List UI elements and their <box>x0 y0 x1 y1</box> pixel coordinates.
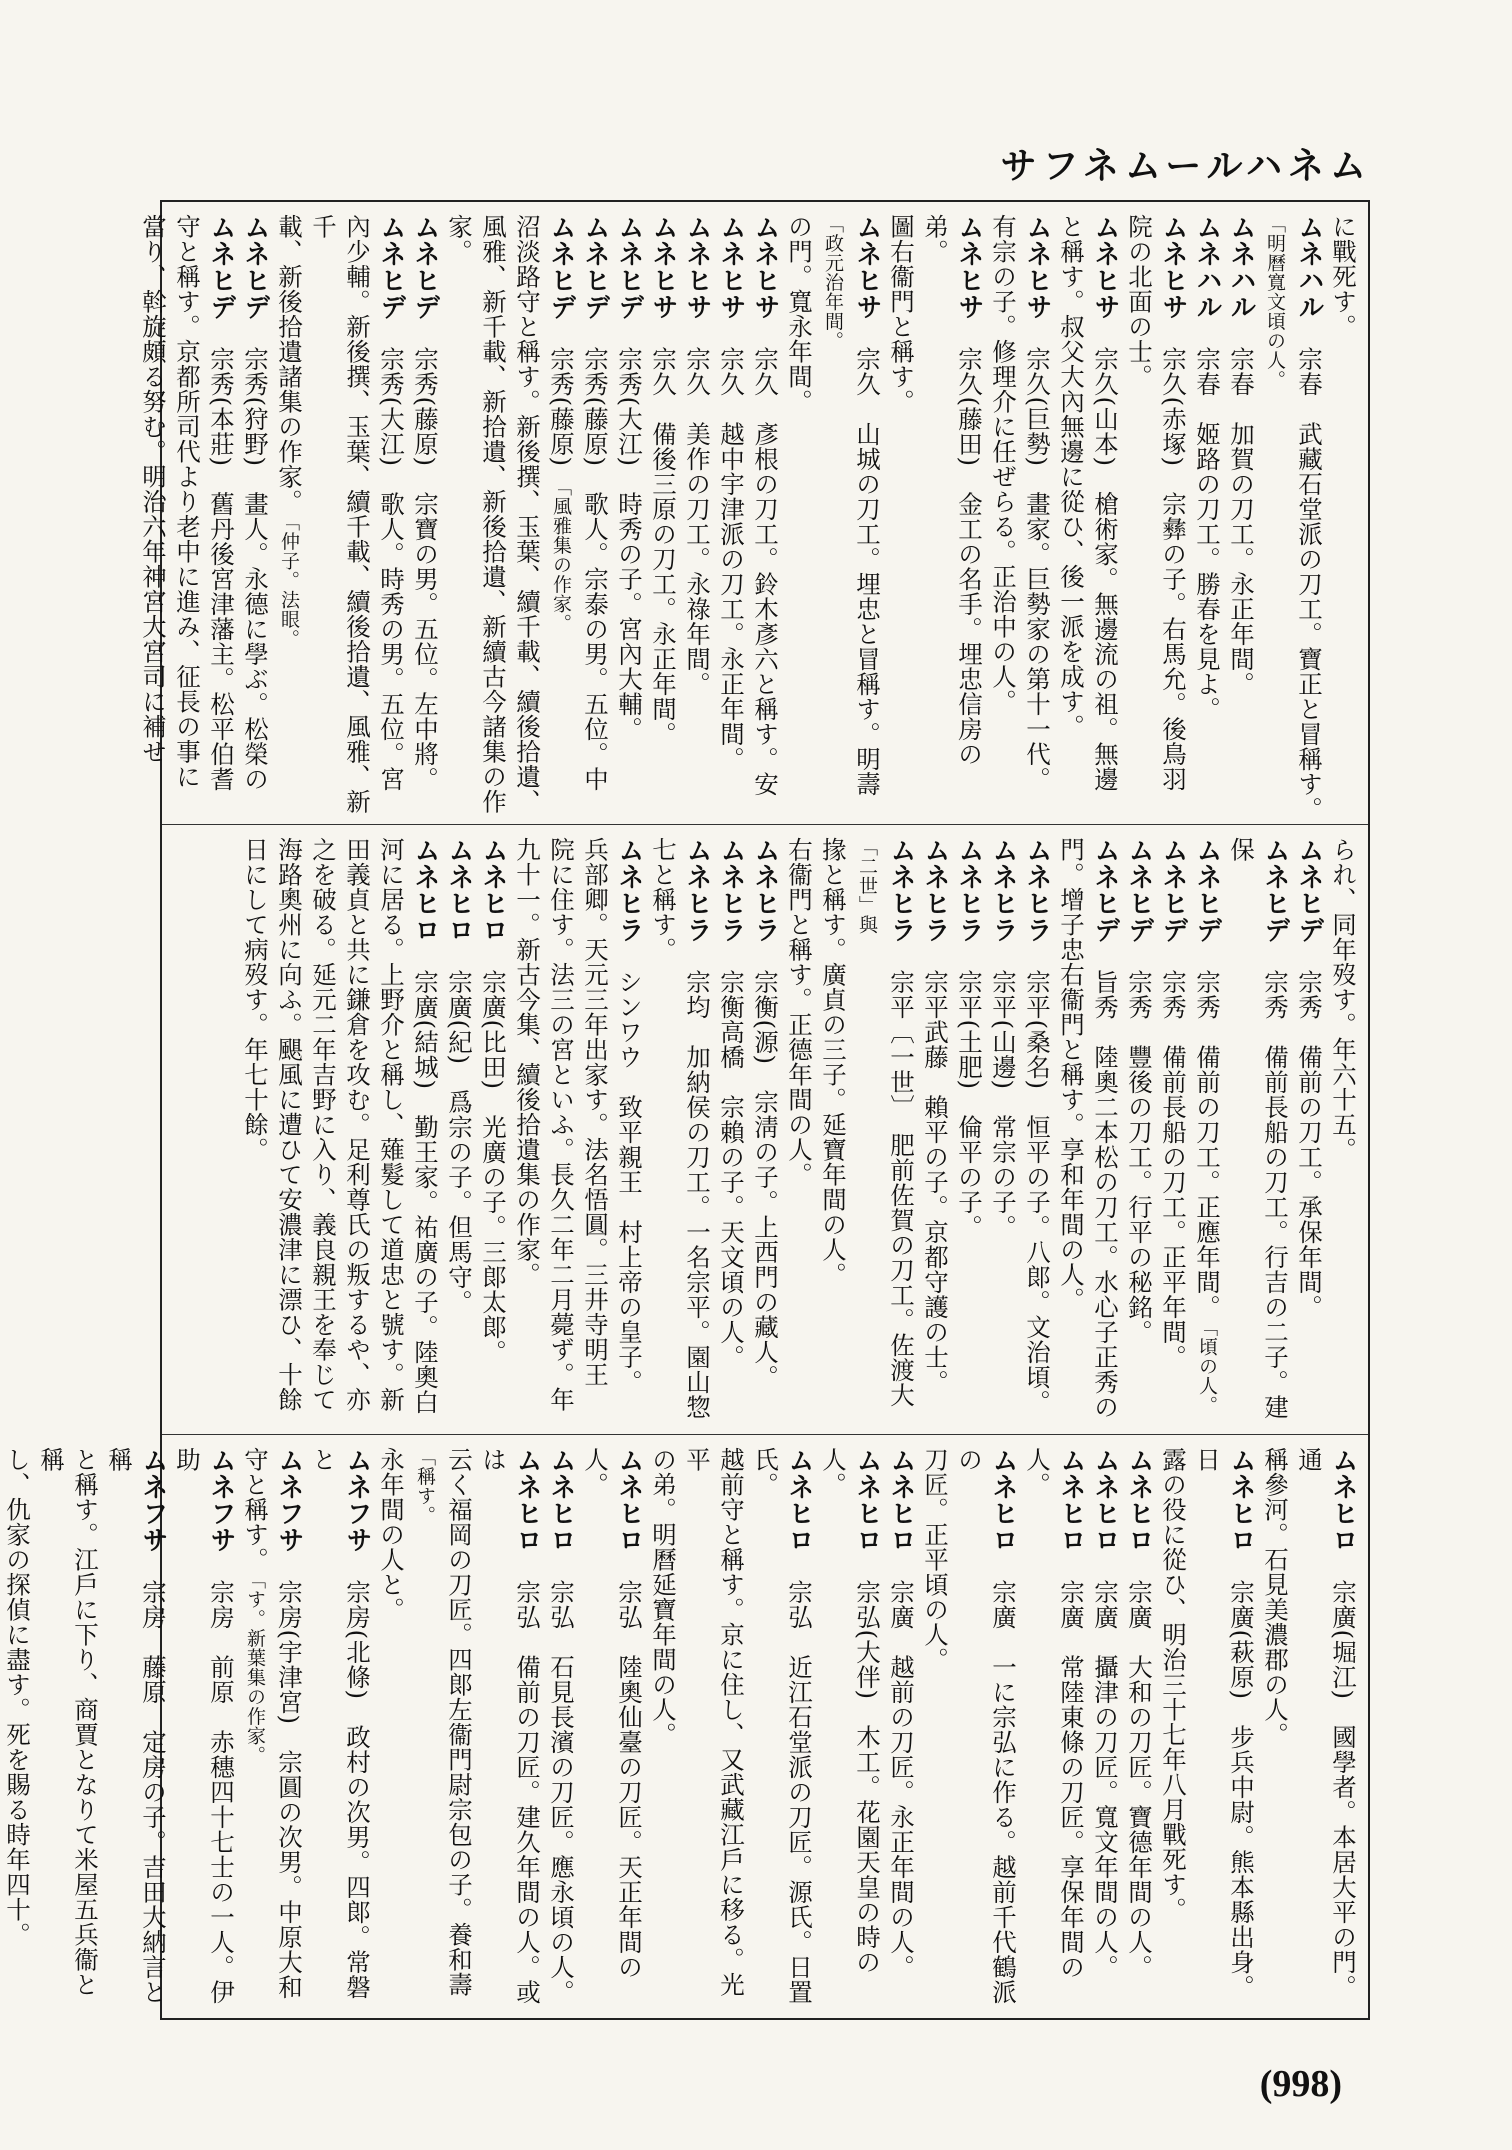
entry-text: 宗秀(大江) 時秀の子。宮內大輔。 <box>615 346 644 742</box>
entry-line <box>408 214 442 814</box>
entry-headword: ムネヒラ <box>988 837 1018 970</box>
entry-text: 宗久 備後三原の刀工。永正年間。 <box>649 346 678 747</box>
entry-text: 海路奧州に向ふ。颶風に遭ひて安濃津に漂ひ、十餘 <box>275 837 304 1412</box>
entry-headword: ムネヒラ <box>614 837 644 970</box>
entry-text: の門。寬永年間。 <box>785 214 814 414</box>
entry-text: 宗廣 一に宗弘に作る。越前千代鶴派の <box>955 1447 1018 2005</box>
entry-text: 宗秀(藤原) 歌人。宗泰の男。五位。中 <box>581 346 610 792</box>
entry-text: 九十一。新古今集、續後拾遺集の作家。 <box>513 837 542 1287</box>
entry-text: 兵部卿。天元三年出家す。法名悟圓。三井寺明王 <box>581 837 610 1387</box>
entry-headword: ムネヒサ <box>750 214 780 347</box>
entry-line <box>238 214 272 814</box>
entry-line <box>1020 214 1054 814</box>
entry-headword: ムネヒサ <box>852 214 882 347</box>
entry-line <box>170 214 204 814</box>
entry-line <box>578 1447 646 2010</box>
entry-line <box>272 1447 306 2010</box>
entry-text: と稱す。江戶に下り、商賈となりて米屋五兵衞と稱 <box>37 1447 100 1997</box>
entry-line <box>170 1447 238 2010</box>
entry-line <box>646 1447 680 2010</box>
entry-line <box>476 214 510 814</box>
tier-columns <box>136 214 1360 829</box>
entry-line <box>1224 214 1258 814</box>
entry-headword: ムネヒデ <box>1124 837 1154 970</box>
entry-text: 載、新後拾遺諸集の作家。 <box>275 214 304 502</box>
entry-line <box>374 1447 408 2010</box>
entry-text: 日にして病歿す。年七十餘。 <box>241 837 270 1162</box>
entry-text: 宗秀 備前長船の刀工。正平年間。 <box>1159 969 1188 1370</box>
entry-line <box>578 837 612 1424</box>
entry-text: 守と稱す。 <box>241 1447 270 1560</box>
entry-line <box>952 1447 1020 2010</box>
entry-line <box>1258 214 1326 829</box>
entry-headword: ムネヒラ <box>682 837 712 970</box>
entry-line <box>918 1447 952 2010</box>
entry-line <box>816 214 884 814</box>
entry-line <box>612 837 646 1424</box>
entry-text: 宗久 彥根の刀工。鈴木彥六と稱す。安 <box>751 346 780 797</box>
entry-text: 稱參河。石見美濃郡の人。 <box>1261 1447 1290 1747</box>
entry-text: 有宗の子。修理介に任ぜらる。正治中の人。 <box>989 214 1018 714</box>
entry-line <box>714 837 748 1424</box>
entry-line <box>782 214 816 814</box>
entry-text: 七と稱す。 <box>649 837 678 962</box>
entry-text: 刀匠。正平頃の人。 <box>921 1447 950 1672</box>
entry-text: 宗弘 石見長濱の刀匠。應永頃の人。 <box>547 1579 576 2005</box>
entry-line <box>306 1447 374 2010</box>
entry-line <box>1020 1447 1088 2010</box>
entry-text: 圖右衞門と稱す。 <box>887 214 916 414</box>
entry-line <box>1326 837 1360 1424</box>
entry-text: 越前守と稱す。京に住し、又武藏江戶に移る。光平 <box>683 1447 746 1997</box>
entry-headword: ムネハル <box>1192 214 1222 347</box>
entry-line <box>1156 1447 1190 2010</box>
entry-text: 門。增子忠右衞門と稱す。享和年間の人。 <box>1057 837 1086 1312</box>
entry-line <box>612 214 646 814</box>
entry-line <box>34 1447 102 2010</box>
entry-headword: ムネヒラ <box>920 837 950 970</box>
entry-line <box>1054 837 1088 1424</box>
entry-text: 宗廣(比田) 光廣の子。三郞太郞。 <box>479 969 508 1365</box>
entry-line <box>510 214 544 814</box>
entry-text: 宗平武藤 賴平の子。京都守護の士。 <box>921 969 950 1395</box>
entry-line <box>136 214 170 814</box>
entry-line <box>408 1447 476 2017</box>
entry-headword: ムネヒロ <box>988 1447 1018 1580</box>
entry-headword: ムネフサ <box>206 1447 236 1580</box>
entry-text: 宗久 山城の刀工。埋忠と冒稱す。明壽 <box>853 346 882 797</box>
tier-middle <box>162 824 1368 1434</box>
entry-line <box>1020 837 1054 1424</box>
entry-line <box>374 214 408 814</box>
entry-text: 宗平(桑名) 恒平の子。八郞。文治頃。 <box>1023 969 1052 1415</box>
entry-line <box>714 214 748 814</box>
entry-headword: ムネヒロ <box>444 837 474 970</box>
entry-text: 宗久(赤塚) 宗彝の子。右馬允。後鳥羽 <box>1159 346 1188 792</box>
entry-continuation-note: 「風雅集の作家。 <box>550 466 572 633</box>
entry-headword: ムネヒサ <box>1022 214 1052 347</box>
entry-line <box>476 837 510 1424</box>
entry-line <box>782 837 816 1424</box>
entry-text: 沼淡路守と稱す。新後撰、玉葉、續千載、續後拾遺、 <box>513 214 542 814</box>
entry-text: 宗房 前原 赤穗四十七士の一人。伊助 <box>173 1447 236 2005</box>
entry-text: 宗久 越中宇津派の刀工。永正年間。 <box>717 346 746 772</box>
entry-text: 宗秀(本莊) 舊丹後宮津藩主。松平伯耆 <box>207 346 236 792</box>
entry-text: 宗均 加納侯の刀工。一名宗平。園山惣 <box>683 969 712 1420</box>
entry-text: 風雅、新千載、新拾遺、新後拾遺、新續古今諸集の作 <box>479 214 508 814</box>
entry-continuation-note: 「二世」與 <box>856 837 912 1427</box>
entry-line <box>1054 214 1088 814</box>
entry-text: 宗平(山邊) 常宗の子。 <box>989 969 1018 1240</box>
entry-text: 宗廣 常陸東條の刀匠。享保年間の人。 <box>1023 1447 1086 1980</box>
entry-line <box>850 837 918 1427</box>
entry-headword: ムネフサ <box>342 1447 372 1580</box>
entry-text: 宗弘 備前の刀匠。建久年間の人。或は <box>479 1447 542 2005</box>
entry-headword: ムネヒデ <box>1090 837 1120 970</box>
entry-line <box>1326 214 1360 814</box>
entry-text: 宗平(土肥) 倫平の子。 <box>955 969 984 1240</box>
entry-text: られ、同年歿す。年六十五。 <box>1329 837 1358 1162</box>
entry-line <box>544 1447 578 2010</box>
entry-line <box>0 1447 34 2010</box>
entry-headword: ムネヒロ <box>478 837 508 970</box>
entry-continuation-note: 「明曆寬文頃の人。 <box>1264 214 1320 829</box>
entry-text: 宗秀(大江) 歌人。時秀の男。五位。宮 <box>377 346 406 792</box>
entry-text: 宗衡(源) 宗淸の子。上西門の藏人。 <box>751 969 780 1390</box>
entry-line <box>1122 1447 1156 2010</box>
entry-continuation-note: 「政元治年間。 <box>822 214 878 816</box>
entry-line <box>272 214 306 814</box>
entry-headword: ムネフサ <box>138 1447 168 1580</box>
entry-headword: ムネヒラ <box>750 837 780 970</box>
entry-line <box>204 214 238 814</box>
entry-text: 宗房(宇津宮) 宗圓の次男。中原大和 <box>275 1579 304 2000</box>
entry-headword: ムネヒデ <box>240 214 270 347</box>
entry-line <box>1190 1447 1258 2010</box>
entry-line <box>1190 214 1224 814</box>
entry-line <box>238 837 272 1424</box>
entry-text: 宗秀 備前の刀工。正應年間。 <box>1193 969 1222 1308</box>
entry-line <box>952 837 986 1424</box>
entry-line <box>510 837 544 1424</box>
tier-columns <box>0 1447 1360 2017</box>
entry-continuation-note: 「頃の人。 <box>1196 1307 1218 1415</box>
entry-line <box>544 837 578 1424</box>
entry-headword: ムネヒサ <box>954 214 984 347</box>
entry-text: 宗久(藤田) 金工の名手。埋忠信房の弟。 <box>921 214 984 767</box>
entry-line <box>1122 214 1156 814</box>
entry-line <box>1258 1447 1292 2010</box>
tier-bottom <box>3 1434 1368 2020</box>
entry-headword: ムネヒロ <box>784 1447 814 1580</box>
entry-text: 宗秀(藤原) <box>547 346 576 467</box>
entry-headword: ムネヒロ <box>1056 1447 1086 1580</box>
entry-headword: ムネヒデ <box>206 214 236 347</box>
entry-headword: ムネヒデ <box>1192 837 1222 970</box>
entry-text: 宗春 加賀の刀工。永正年間。 <box>1227 346 1256 697</box>
entry-line <box>884 214 918 814</box>
entry-text: 院に住す。法三の宮といふ。長久二年二月薨ず。年 <box>547 837 576 1412</box>
entry-headword: ムネヒデ <box>376 214 406 347</box>
entry-line <box>306 214 374 814</box>
entry-line <box>680 837 714 1424</box>
entry-headword: ムネヒデ <box>580 214 610 347</box>
entry-text: 露の役に從ひ、明治三十七年八月戰死す。 <box>1159 1447 1188 1922</box>
entry-headword: ムネヒラ <box>954 837 984 970</box>
entry-headword: ムネヒロ <box>1328 1447 1358 1580</box>
entry-text: 云く福岡の刀匠。四郞左衞門尉宗包の子。養和壽 <box>445 1447 474 1997</box>
entry-line <box>408 837 442 1424</box>
entry-continuation-note: 「仲子。法眼。 <box>278 501 300 649</box>
entry-headword: ムネヒサ <box>1158 214 1188 347</box>
entry-headword: ムネヒロ <box>512 1447 542 1580</box>
entry-text: 家。 <box>445 214 474 264</box>
entry-text: 宗房(北條) 政村の次男。四郞。常磐と <box>309 1447 372 2000</box>
entry-line <box>578 214 612 814</box>
entry-text: に戰死す。 <box>1329 214 1358 339</box>
entry-line <box>272 837 306 1424</box>
entry-text: 田義貞と共に鎌倉を攻む。足利尊氏の叛するや、亦 <box>343 837 372 1412</box>
entry-text: 內少輔。新後撰、玉葉、續千載、續後拾遺、風雅、新千 <box>309 214 372 814</box>
entry-line <box>816 837 850 1424</box>
entry-text: 宗春 姬路の刀工。勝春を見よ。 <box>1193 346 1222 722</box>
entry-text: 宗廣(結城) 勤王家。祐廣の子。陸奧白 <box>411 969 440 1415</box>
entry-text: 宗秀 豐後の刀工。行平の秘銘。 <box>1125 969 1154 1345</box>
entry-text: 宗久 美作の刀工。永祿年間。 <box>683 346 712 697</box>
entry-headword: ムネヒロ <box>852 1447 882 1580</box>
entry-line <box>748 214 782 814</box>
entry-text: 宗弘 陸奧仙臺の刀匠。天正年間の人。 <box>581 1447 644 1980</box>
text-frame <box>3 200 1370 2020</box>
entry-line <box>1224 837 1292 1424</box>
entry-text: 宗秀(藤原) 宗寶の男。五位。左中將。 <box>411 346 440 792</box>
entry-line <box>1122 837 1156 1424</box>
entry-headword: ムネヒロ <box>1124 1447 1154 1580</box>
entry-line <box>306 837 340 1424</box>
entry-text: 宗廣(紀) 爲宗の子。但馬守。 <box>445 969 474 1315</box>
entry-text: 院の北面の士。 <box>1125 214 1154 389</box>
entry-line <box>442 214 476 814</box>
entry-line <box>646 214 680 814</box>
entry-headword: ムネヒロ <box>546 1447 576 1580</box>
entry-line <box>986 837 1020 1424</box>
entry-line <box>748 837 782 1424</box>
entry-line <box>680 1447 748 2010</box>
entry-text: 宗廣 攝津の刀匠。寬文年間の人。 <box>1091 1579 1120 1980</box>
entry-text: 當り、斡旋頗る努む。明治六年神宮大宮司に補せ <box>139 214 168 764</box>
entry-continuation-note: 「稱す。 <box>414 1447 470 2017</box>
entry-text: 宗久(巨勢) 畫家。巨勢家の第十一代。 <box>1023 346 1052 792</box>
entry-headword: ムネヒラ <box>1022 837 1052 970</box>
tier-columns <box>238 837 1360 1427</box>
entry-text: 永年間の人と。 <box>377 1447 406 1622</box>
entry-text: 宗廣(堀江) 國學者。本居大平の門。通 <box>1295 1447 1358 2000</box>
entry-line <box>918 837 952 1424</box>
entry-text: 宗秀 備前長船の刀工。行吉の二子。建保 <box>1227 837 1290 1420</box>
entry-headword: ムネヒデ <box>410 214 440 347</box>
entry-text: 旨秀 陸奧二本松の刀工。水心子正秀の <box>1091 969 1120 1420</box>
entry-headword: ムネヒロ <box>410 837 440 970</box>
entry-text: 宗秀 備前の刀工。承保年間。 <box>1295 969 1324 1320</box>
entry-text: 宗弘 近江石堂派の刀匠。源氏。日置氏。 <box>751 1447 814 2005</box>
page-number: (998) <box>1259 2063 1342 2105</box>
entry-line <box>442 837 476 1424</box>
tier-top <box>139 202 1368 829</box>
entry-line <box>816 1447 884 2010</box>
entry-text: の弟。明曆延寶年間の人。 <box>649 1447 678 1747</box>
entry-headword: ムネヒサ <box>648 214 678 347</box>
entry-line <box>1190 837 1224 1424</box>
entry-headword: ムネヒサ <box>716 214 746 347</box>
entry-headword: ムネハル <box>1294 214 1324 347</box>
entry-text: 宗房 藤原 定房の子。吉田大納言と稱 <box>105 1447 168 2005</box>
entry-headword: ムネヒデ <box>546 214 576 347</box>
entry-headword: ムネフサ <box>274 1447 304 1580</box>
entry-headword: ムネヒデ <box>1158 837 1188 970</box>
entry-line <box>1156 214 1190 814</box>
entry-text: 宗秀(狩野) 畫人。永德に學ぶ。松榮の <box>241 346 270 792</box>
entry-headword: ムネヒデ <box>1294 837 1324 970</box>
entry-line <box>748 1447 816 2010</box>
entry-headword: ムネヒサ <box>1090 214 1120 347</box>
entry-line <box>646 837 680 1424</box>
entry-text: 宗廣 越前の刀匠。永正年間の人。 <box>887 1579 916 1980</box>
entry-text: 河に居る。上野介と稱し、薙髮して道忠と號す。新 <box>377 837 406 1412</box>
entry-text: し、仇家の探偵に盡す。死を賜る時年四十。 <box>3 1447 32 1947</box>
entry-headword: ムネヒラ <box>716 837 746 970</box>
entry-headword: ムネヒロ <box>886 1447 916 1580</box>
entry-headword: ムネヒデ <box>614 214 644 347</box>
entry-text: と稱す。叔父大內無邊に從ひ、後一派を成す。 <box>1057 214 1086 739</box>
entry-line <box>1292 1447 1360 2010</box>
entry-text: 宗廣 大和の刀匠。寶德年間の人。 <box>1125 1579 1154 1980</box>
entry-headword: ムネヒロ <box>614 1447 644 1580</box>
entry-headword: ムネヒラ <box>886 837 916 970</box>
entry-headword: ムネヒロ <box>1226 1447 1256 1580</box>
entry-continuation-note: 「す。新葉集の作家。 <box>244 1559 266 1765</box>
entry-line <box>340 837 374 1424</box>
entry-line <box>986 214 1020 814</box>
entry-text: 宗廣(萩原) 步兵中尉。熊本縣出身。日 <box>1193 1447 1256 2000</box>
entry-headword: ムネヒサ <box>682 214 712 347</box>
entry-line <box>1292 837 1326 1424</box>
page-header-kana-guide: サフネムールハネム <box>1000 146 1372 187</box>
entry-line <box>1088 837 1122 1424</box>
entry-line <box>238 1447 272 2010</box>
entry-line <box>884 1447 918 2010</box>
entry-text: 宗衡高橋 宗賴の子。天文頃の人。 <box>717 969 746 1370</box>
entry-line <box>1156 837 1190 1424</box>
entry-line <box>102 1447 170 2010</box>
entry-text: 宗平〔一世〕 肥前佐賀の刀工。佐渡大 <box>887 969 916 1408</box>
entry-line <box>1088 214 1122 814</box>
entry-text: 守と稱す。京都所司代より老中に進み、征長の事に <box>173 214 202 789</box>
entry-text: 之を破る。延元二年吉野に入り、義良親王を奉じて <box>309 837 338 1412</box>
entry-text: 掾と稱す。廣貞の三子。延寶年間の人。 <box>819 837 848 1287</box>
entry-line <box>1088 1447 1122 2010</box>
entry-text: 右衞門と稱す。正德年間の人。 <box>785 837 814 1187</box>
entry-text: 宗弘(大伴) 木工。花園天皇の時の人。 <box>819 1447 882 1975</box>
entry-headword: ムネヒロ <box>1090 1447 1120 1580</box>
entry-headword: ムネハル <box>1226 214 1256 347</box>
entry-text: シンワウ 致平親王 村上帝の皇子。 <box>615 969 644 1395</box>
entry-text: 宗春 武藏石堂派の刀工。寶正と冒稱す。 <box>1295 346 1324 810</box>
entry-line <box>918 214 986 814</box>
entry-line <box>680 214 714 814</box>
entry-text: 宗久(山本) 槍術家。無邊流の祖。無邊 <box>1091 346 1120 792</box>
entry-line <box>544 214 578 814</box>
entry-line <box>374 837 408 1424</box>
entry-headword: ムネヒデ <box>1260 837 1290 970</box>
entry-line <box>476 1447 544 2010</box>
